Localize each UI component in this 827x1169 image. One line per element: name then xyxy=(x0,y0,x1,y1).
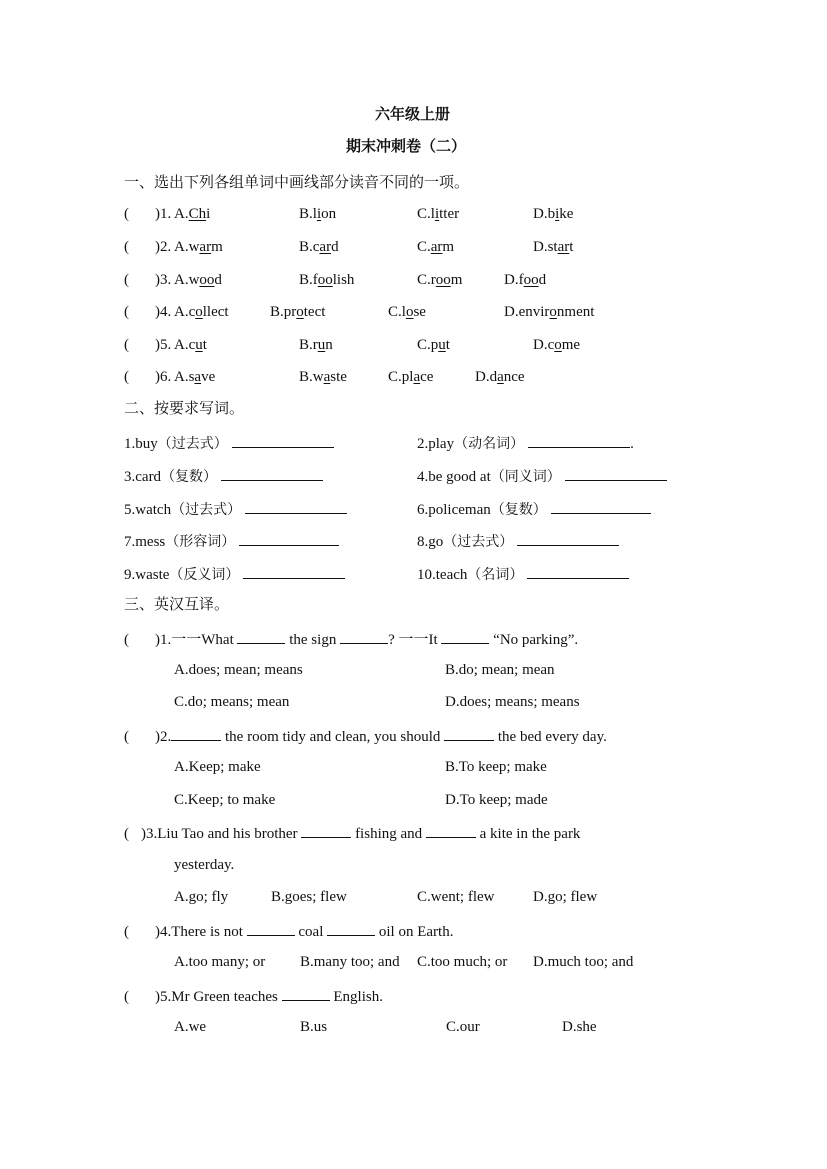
answer-blank[interactable] xyxy=(327,920,375,936)
option-a xyxy=(174,237,223,257)
task-word: 4.be good at xyxy=(417,469,491,485)
answer-bracket: ( xyxy=(124,304,129,320)
question-3-5 xyxy=(124,985,383,1007)
option-text: t xyxy=(202,337,207,353)
option-text: ce xyxy=(420,369,434,385)
underlined-letters: o xyxy=(405,304,414,320)
option-a xyxy=(174,270,222,290)
option-a: A.go; fly xyxy=(174,889,229,905)
option-b xyxy=(299,204,336,224)
task-hint: （形容词） xyxy=(165,534,236,550)
option-text: B.pr xyxy=(270,304,297,320)
question-number: )4.There is not xyxy=(155,924,243,940)
option-text: nce xyxy=(503,369,525,385)
question-number: )1. xyxy=(155,206,172,222)
question-number: )2. xyxy=(155,729,172,745)
underlined-letters: ar xyxy=(319,239,332,255)
option-c: C.too much; or xyxy=(417,954,508,970)
option-text: B.r xyxy=(299,337,318,353)
underlined-letters: oo xyxy=(523,272,539,288)
option-text: B.f xyxy=(299,272,318,288)
answer-blank[interactable] xyxy=(565,465,667,481)
underlined-letters: o xyxy=(296,304,304,320)
option-d xyxy=(475,367,525,387)
option-c xyxy=(417,237,454,257)
option-text: t xyxy=(569,239,574,255)
option-a: A.does; mean; means xyxy=(174,662,303,678)
answer-blank[interactable] xyxy=(527,563,629,579)
underlined-letters: oo xyxy=(435,272,451,288)
option-c xyxy=(417,270,462,290)
answer-blank[interactable] xyxy=(301,822,351,838)
underlined-letters: Ch xyxy=(188,206,207,222)
option-c: C.do; means; mean xyxy=(174,694,290,710)
underlined-letters: oo xyxy=(199,272,215,288)
answer-bracket: ( xyxy=(124,272,129,288)
option-b: B.To keep; make xyxy=(445,759,547,775)
option-text: t xyxy=(445,337,450,353)
option-text: D.b xyxy=(533,206,556,222)
word-task-1 xyxy=(124,432,334,454)
option-b xyxy=(299,237,339,257)
question-3-4 xyxy=(124,920,453,942)
option-text: me xyxy=(561,337,581,353)
question-number: )5. xyxy=(155,337,172,353)
task-word: 2.play xyxy=(417,436,455,452)
question-number: )4. xyxy=(155,304,172,320)
task-word: 10.teach xyxy=(417,567,468,583)
option-text: d xyxy=(214,272,222,288)
word-task-6 xyxy=(417,498,651,520)
option-text: D.d xyxy=(475,369,498,385)
question-text: the room tidy and clean, you should xyxy=(225,729,441,745)
answer-blank[interactable] xyxy=(426,822,476,838)
option-a: A.Keep; make xyxy=(174,759,261,775)
question-number: )5.Mr Green teaches xyxy=(155,989,278,1005)
page-subtitle: 期末冲刺卷（二） xyxy=(346,137,467,155)
option-d xyxy=(504,302,594,322)
answer-bracket: ( xyxy=(124,239,129,255)
underlined-letters: a xyxy=(413,369,421,385)
option-b: B.many too; and xyxy=(300,954,400,970)
question-1-3 xyxy=(124,270,171,290)
answer-blank[interactable] xyxy=(171,725,221,741)
task-word: 7.mess xyxy=(124,534,166,550)
option-text: tect xyxy=(303,304,326,320)
word-task-3 xyxy=(124,465,323,487)
task-hint: （过去式） xyxy=(157,436,228,452)
question-number: )3. xyxy=(155,272,172,288)
option-text: A.w xyxy=(174,272,200,288)
answer-blank[interactable] xyxy=(239,530,339,546)
option-d: D.she xyxy=(562,1019,597,1035)
option-c: C.went; flew xyxy=(417,889,495,905)
option-text: A. xyxy=(174,206,189,222)
underlined-letters: ar xyxy=(430,239,443,255)
answer-blank[interactable] xyxy=(221,465,323,481)
page-title: 六年级上册 xyxy=(375,105,451,123)
option-text: m xyxy=(211,239,223,255)
underlined-letters: o xyxy=(549,304,557,320)
option-c xyxy=(417,335,450,355)
option-text: ste xyxy=(330,369,347,385)
underlined-letters: u xyxy=(317,337,326,353)
question-number: )2. xyxy=(155,239,172,255)
task-hint: （复数） xyxy=(490,502,547,518)
underlined-letters: a xyxy=(323,369,331,385)
option-c xyxy=(388,302,426,322)
question-1-1 xyxy=(124,204,171,224)
underlined-letters: o xyxy=(554,337,562,353)
trailing-dot: . xyxy=(630,436,634,452)
option-c xyxy=(388,367,433,387)
option-text: B.w xyxy=(299,369,324,385)
task-hint: （动名词） xyxy=(454,436,525,452)
option-text: C. xyxy=(417,239,431,255)
option-text: D.f xyxy=(504,272,524,288)
option-text: C.pl xyxy=(388,369,414,385)
answer-blank[interactable] xyxy=(237,628,285,644)
task-word: 3.card xyxy=(124,469,162,485)
answer-blank[interactable] xyxy=(441,628,489,644)
option-b xyxy=(299,335,333,355)
task-word: 5.watch xyxy=(124,502,172,518)
question-3-2 xyxy=(124,725,607,747)
question-text: the sign xyxy=(289,632,337,648)
option-text: ve xyxy=(201,369,216,385)
question-text: oil on Earth. xyxy=(378,924,454,940)
option-b xyxy=(299,270,354,290)
question-text: English. xyxy=(333,989,383,1005)
option-b: B.do; mean; mean xyxy=(445,662,555,678)
underlined-letters: u xyxy=(438,337,446,353)
underlined-letters: u xyxy=(195,337,203,353)
section-3-heading: 三、英汉互译。 xyxy=(124,595,230,613)
question-text: fishing and xyxy=(355,826,423,842)
option-text: C.r xyxy=(417,272,436,288)
answer-bracket: ( xyxy=(124,206,129,222)
task-hint: （同义词） xyxy=(490,469,561,485)
option-text: d xyxy=(331,239,339,255)
question-text: the bed every day. xyxy=(497,729,607,745)
option-a: A.too many; or xyxy=(174,954,266,970)
answer-bracket: ( xyxy=(124,369,129,385)
option-d: D.much too; and xyxy=(533,954,634,970)
answer-bracket: ( xyxy=(124,729,129,745)
option-text: D.envir xyxy=(504,304,550,320)
question-number: )3.Liu Tao and his brother xyxy=(141,826,298,842)
question-1-2 xyxy=(124,237,171,257)
word-task-8 xyxy=(417,530,619,552)
option-text: A.s xyxy=(174,369,195,385)
option-text: on xyxy=(321,206,337,222)
question-text: “No parking”. xyxy=(493,632,579,648)
answer-blank[interactable] xyxy=(528,432,630,448)
option-text: lish xyxy=(332,272,355,288)
task-word: 8.go xyxy=(417,534,444,550)
word-task-2 xyxy=(417,432,634,454)
question-text: ? 一一It xyxy=(388,632,438,648)
option-text: C.l xyxy=(417,206,435,222)
option-b: B.goes; flew xyxy=(271,889,347,905)
underlined-letters: i xyxy=(316,206,322,222)
underlined-letters: i xyxy=(555,206,560,222)
question-3-3 xyxy=(124,822,580,844)
option-d xyxy=(504,270,546,290)
option-text: A.c xyxy=(174,304,196,320)
task-hint: （过去式） xyxy=(443,534,514,550)
answer-bracket: ( xyxy=(124,337,129,353)
option-text: llect xyxy=(202,304,229,320)
option-c: C.Keep; to make xyxy=(174,792,276,808)
option-a xyxy=(174,367,215,387)
option-text: se xyxy=(413,304,426,320)
underlined-letters: o xyxy=(195,304,203,320)
section-1-heading: 一、选出下列各组单词中画线部分读音不同的一项。 xyxy=(124,173,470,191)
option-b: B.us xyxy=(300,1019,328,1035)
question-1-6 xyxy=(124,367,171,387)
answer-blank[interactable] xyxy=(243,563,345,579)
answer-blank[interactable] xyxy=(232,432,334,448)
question-text: coal xyxy=(298,924,324,940)
word-task-10 xyxy=(417,563,629,585)
question-text-continued: yesterday. xyxy=(174,857,235,873)
option-d xyxy=(533,335,580,355)
question-1-4 xyxy=(124,302,171,322)
option-text: A.c xyxy=(174,337,196,353)
option-text: tter xyxy=(439,206,460,222)
task-hint: （名词） xyxy=(467,567,524,583)
option-text: B.c xyxy=(299,239,320,255)
question-number: )1. xyxy=(155,632,172,648)
option-text: nment xyxy=(556,304,595,320)
task-hint: （反义词） xyxy=(169,567,240,583)
option-a xyxy=(174,302,229,322)
option-a xyxy=(174,335,207,355)
underlined-letters: a xyxy=(194,369,202,385)
option-text: D.c xyxy=(533,337,555,353)
option-d xyxy=(533,204,573,224)
task-word: 9.waste xyxy=(124,567,170,583)
word-task-9 xyxy=(124,563,345,585)
word-task-4 xyxy=(417,465,667,487)
answer-bracket: ( xyxy=(124,924,129,940)
task-word: 1.buy xyxy=(124,436,158,452)
option-b xyxy=(270,302,325,322)
word-task-7 xyxy=(124,530,339,552)
option-text: n xyxy=(325,337,333,353)
option-text: C.p xyxy=(417,337,439,353)
question-number: )6. xyxy=(155,369,172,385)
option-text: D.st xyxy=(533,239,558,255)
task-hint: （过去式） xyxy=(171,502,242,518)
question-1-5 xyxy=(124,335,171,355)
section-2-heading: 二、按要求写词。 xyxy=(124,399,245,417)
question-text: 一一What xyxy=(171,632,234,648)
option-c xyxy=(417,204,459,224)
underlined-letters: a xyxy=(497,369,504,385)
option-d: D.does; means; means xyxy=(445,694,580,710)
option-text: C.l xyxy=(388,304,406,320)
option-text: ke xyxy=(559,206,574,222)
option-text: A.w xyxy=(174,239,200,255)
option-text: m xyxy=(442,239,455,255)
underlined-letters: oo xyxy=(317,272,333,288)
answer-blank[interactable] xyxy=(245,498,347,514)
answer-bracket: ( xyxy=(124,632,129,648)
option-a: A.we xyxy=(174,1019,207,1035)
word-task-5 xyxy=(124,498,347,520)
option-d: D.To keep; made xyxy=(445,792,548,808)
answer-blank[interactable] xyxy=(551,498,651,514)
option-d xyxy=(533,237,573,257)
question-3-1 xyxy=(124,628,578,650)
answer-blank[interactable] xyxy=(282,985,330,1001)
task-hint: （复数） xyxy=(161,469,218,485)
underlined-letters: ar xyxy=(199,239,212,255)
option-b xyxy=(299,367,347,387)
question-text: a kite in the park xyxy=(479,826,581,842)
option-text: m xyxy=(450,272,463,288)
option-text: B.l xyxy=(299,206,317,222)
option-d: D.go; flew xyxy=(533,889,598,905)
answer-blank[interactable] xyxy=(340,628,388,644)
underlined-letters: i xyxy=(434,206,440,222)
answer-blank[interactable] xyxy=(247,920,295,936)
option-c: C.our xyxy=(446,1019,480,1035)
answer-bracket: ( xyxy=(124,826,129,842)
answer-blank[interactable] xyxy=(517,530,619,546)
underlined-letters: ar xyxy=(557,239,570,255)
answer-blank[interactable] xyxy=(444,725,494,741)
option-text: i xyxy=(206,206,211,222)
answer-bracket: ( xyxy=(124,989,129,1005)
option-a xyxy=(174,204,210,224)
task-word: 6.policeman xyxy=(417,502,491,518)
option-text: d xyxy=(538,272,547,288)
